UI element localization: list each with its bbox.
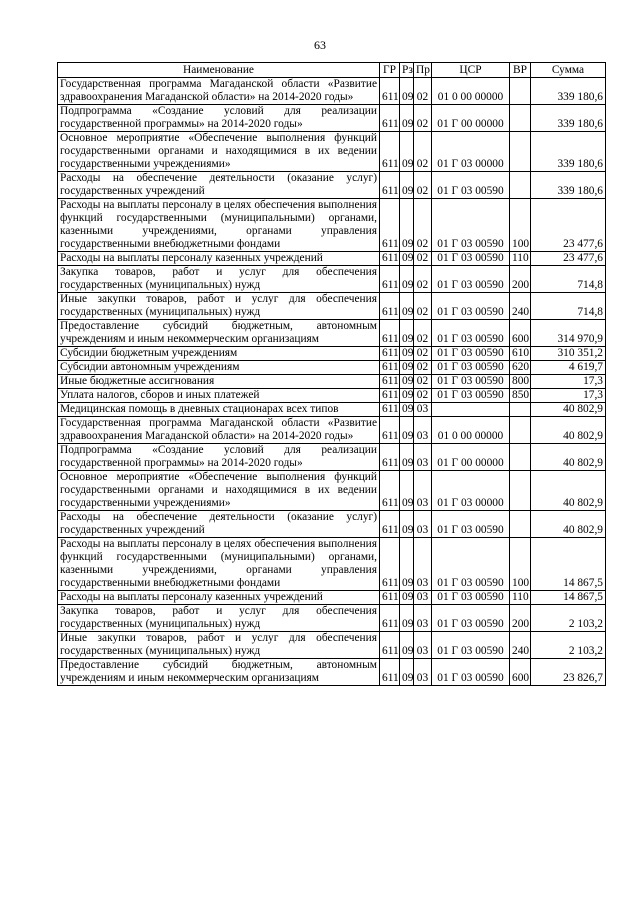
cell-name: Расходы на обеспечение деятельности (оказание услуг) государственных учреждений bbox=[58, 172, 380, 199]
cell-rz: 09 bbox=[400, 591, 414, 605]
cell-csr: 01 Г 03 00590 bbox=[432, 199, 510, 252]
table-row bbox=[58, 375, 606, 389]
cell-gr: 611 bbox=[380, 538, 400, 591]
cell-gr: 611 bbox=[380, 172, 400, 199]
cell-gr: 611 bbox=[380, 632, 400, 659]
cell-csr: 01 Г 00 00000 bbox=[432, 444, 510, 471]
cell-name: Расходы на выплаты персоналу в целях обеспечения выполнения функций государственными (муниципальными) органами, казенными учреждениями, органами управления государственными внебюджетными фондами bbox=[58, 538, 380, 591]
cell-rz: 09 bbox=[400, 417, 414, 444]
cell-vr: 600 bbox=[510, 659, 531, 686]
page-number: 63 bbox=[314, 38, 326, 52]
cell-vr: 200 bbox=[510, 266, 531, 293]
cell-vr: 100 bbox=[510, 199, 531, 252]
cell-pr: 02 bbox=[414, 347, 432, 361]
cell-sum: 2 103,2 bbox=[531, 605, 606, 632]
cell-pr: 03 bbox=[414, 538, 432, 591]
cell-rz: 09 bbox=[400, 471, 414, 511]
cell-name: Основное мероприятие «Обеспечение выполнения функций государственными органами и находящимися в их ведении государственными учреждениями» bbox=[58, 471, 380, 511]
table-header bbox=[58, 63, 606, 78]
cell-csr: 01 Г 00 00000 bbox=[432, 105, 510, 132]
cell-rz: 09 bbox=[400, 199, 414, 252]
cell-gr: 611 bbox=[380, 105, 400, 132]
cell-vr: 610 bbox=[510, 347, 531, 361]
cell-name: Расходы на выплаты персоналу казенных учреждений bbox=[58, 252, 380, 266]
table-row bbox=[58, 266, 606, 293]
cell-csr: 01 Г 03 00590 bbox=[432, 389, 510, 403]
table-row bbox=[58, 105, 606, 132]
cell-gr: 611 bbox=[380, 293, 400, 320]
cell-csr: 01 Г 03 00590 bbox=[432, 347, 510, 361]
cell-pr: 02 bbox=[414, 361, 432, 375]
cell-vr: 800 bbox=[510, 375, 531, 389]
cell-sum: 310 351,2 bbox=[531, 347, 606, 361]
cell-name: Государственная программа Магаданской области «Развитие здравоохранения Магаданской области» на 2014-2020 годы» bbox=[58, 78, 380, 105]
cell-pr: 02 bbox=[414, 172, 432, 199]
cell-gr: 611 bbox=[380, 132, 400, 172]
cell-sum: 714,8 bbox=[531, 266, 606, 293]
cell-pr: 03 bbox=[414, 417, 432, 444]
cell-pr: 02 bbox=[414, 105, 432, 132]
cell-sum: 40 802,9 bbox=[531, 417, 606, 444]
cell-gr: 611 bbox=[380, 417, 400, 444]
cell-rz: 09 bbox=[400, 605, 414, 632]
cell-rz: 09 bbox=[400, 361, 414, 375]
cell-rz: 09 bbox=[400, 266, 414, 293]
cell-rz: 09 bbox=[400, 347, 414, 361]
table-row bbox=[58, 591, 606, 605]
cell-gr: 611 bbox=[380, 78, 400, 105]
cell-csr: 01 Г 03 00590 bbox=[432, 375, 510, 389]
header-row bbox=[58, 63, 606, 78]
cell-vr bbox=[510, 172, 531, 199]
cell-csr: 01 Г 03 00590 bbox=[432, 361, 510, 375]
cell-name: Государственная программа Магаданской области «Развитие здравоохранения Магаданской области» на 2014-2020 годы» bbox=[58, 417, 380, 444]
cell-pr: 02 bbox=[414, 78, 432, 105]
cell-gr: 611 bbox=[380, 511, 400, 538]
cell-csr: 01 Г 03 00590 bbox=[432, 252, 510, 266]
cell-csr: 01 Г 03 00000 bbox=[432, 471, 510, 511]
cell-csr: 01 Г 03 00590 bbox=[432, 591, 510, 605]
table-row bbox=[58, 252, 606, 266]
cell-gr: 611 bbox=[380, 347, 400, 361]
cell-gr: 611 bbox=[380, 320, 400, 347]
cell-pr: 02 bbox=[414, 389, 432, 403]
cell-vr bbox=[510, 105, 531, 132]
cell-gr: 611 bbox=[380, 591, 400, 605]
cell-gr: 611 bbox=[380, 266, 400, 293]
cell-name: Подпрограмма «Создание условий для реализации государственной программы» на 2014-2020 годы» bbox=[58, 444, 380, 471]
cell-pr: 03 bbox=[414, 471, 432, 511]
cell-csr: 01 0 00 00000 bbox=[432, 78, 510, 105]
cell-name: Расходы на выплаты персоналу казенных учреждений bbox=[58, 591, 380, 605]
table-row bbox=[58, 471, 606, 511]
cell-gr: 611 bbox=[380, 252, 400, 266]
cell-name: Медицинская помощь в дневных стационарах всех типов bbox=[58, 403, 380, 417]
cell-csr: 01 Г 03 00590 bbox=[432, 266, 510, 293]
table-row bbox=[58, 632, 606, 659]
cell-sum: 339 180,6 bbox=[531, 132, 606, 172]
cell-gr: 611 bbox=[380, 389, 400, 403]
cell-sum: 14 867,5 bbox=[531, 591, 606, 605]
cell-gr: 611 bbox=[380, 659, 400, 686]
table-row bbox=[58, 347, 606, 361]
cell-vr bbox=[510, 78, 531, 105]
cell-name: Предоставление субсидий бюджетным, автономным учреждениям и иным некоммерческим организациям bbox=[58, 320, 380, 347]
cell-name: Основное мероприятие «Обеспечение выполнения функций государственными органами и находящимися в их ведении государственными учреждениями» bbox=[58, 132, 380, 172]
cell-pr: 02 bbox=[414, 375, 432, 389]
table-row bbox=[58, 78, 606, 105]
cell-sum: 40 802,9 bbox=[531, 511, 606, 538]
cell-gr: 611 bbox=[380, 375, 400, 389]
cell-rz: 09 bbox=[400, 444, 414, 471]
cell-sum: 17,3 bbox=[531, 375, 606, 389]
header-csr: ЦСР bbox=[432, 63, 510, 78]
cell-sum: 23 477,6 bbox=[531, 252, 606, 266]
cell-vr: 600 bbox=[510, 320, 531, 347]
cell-rz: 09 bbox=[400, 78, 414, 105]
cell-pr: 03 bbox=[414, 659, 432, 686]
cell-name: Иные закупки товаров, работ и услуг для обеспечения государственных (муниципальных) нужд bbox=[58, 293, 380, 320]
table-row bbox=[58, 293, 606, 320]
cell-vr: 240 bbox=[510, 293, 531, 320]
table-row bbox=[58, 444, 606, 471]
cell-sum: 14 867,5 bbox=[531, 538, 606, 591]
cell-rz: 09 bbox=[400, 132, 414, 172]
cell-vr bbox=[510, 132, 531, 172]
cell-gr: 611 bbox=[380, 605, 400, 632]
cell-sum: 40 802,9 bbox=[531, 444, 606, 471]
cell-gr: 611 bbox=[380, 403, 400, 417]
header-rz: Рз bbox=[400, 63, 414, 78]
cell-csr: 01 Г 03 00000 bbox=[432, 132, 510, 172]
cell-vr: 100 bbox=[510, 538, 531, 591]
cell-sum: 314 970,9 bbox=[531, 320, 606, 347]
cell-vr: 620 bbox=[510, 361, 531, 375]
cell-vr bbox=[510, 417, 531, 444]
cell-rz: 09 bbox=[400, 293, 414, 320]
cell-rz: 09 bbox=[400, 320, 414, 347]
cell-name: Иные бюджетные ассигнования bbox=[58, 375, 380, 389]
budget-table bbox=[57, 62, 606, 686]
cell-pr: 02 bbox=[414, 293, 432, 320]
table-row bbox=[58, 417, 606, 444]
cell-pr: 02 bbox=[414, 266, 432, 293]
cell-name: Субсидии автономным учреждениям bbox=[58, 361, 380, 375]
cell-rz: 09 bbox=[400, 632, 414, 659]
cell-pr: 02 bbox=[414, 320, 432, 347]
cell-csr bbox=[432, 403, 510, 417]
cell-vr: 110 bbox=[510, 591, 531, 605]
cell-name: Закупка товаров, работ и услуг для обеспечения государственных (муниципальных) нужд bbox=[58, 266, 380, 293]
cell-csr: 01 Г 03 00590 bbox=[432, 605, 510, 632]
cell-sum: 23 477,6 bbox=[531, 199, 606, 252]
table-body bbox=[58, 78, 606, 686]
cell-csr: 01 0 00 00000 bbox=[432, 417, 510, 444]
cell-gr: 611 bbox=[380, 444, 400, 471]
cell-name: Иные закупки товаров, работ и услуг для обеспечения государственных (муниципальных) нужд bbox=[58, 632, 380, 659]
header-pr: Пр bbox=[414, 63, 432, 78]
cell-pr: 02 bbox=[414, 252, 432, 266]
cell-rz: 09 bbox=[400, 403, 414, 417]
cell-pr: 03 bbox=[414, 632, 432, 659]
cell-pr: 02 bbox=[414, 199, 432, 252]
cell-sum: 4 619,7 bbox=[531, 361, 606, 375]
cell-csr: 01 Г 03 00590 bbox=[432, 538, 510, 591]
header-gr: ГР bbox=[380, 63, 400, 78]
cell-pr: 02 bbox=[414, 132, 432, 172]
cell-vr: 200 bbox=[510, 605, 531, 632]
cell-name: Закупка товаров, работ и услуг для обеспечения государственных (муниципальных) нужд bbox=[58, 605, 380, 632]
cell-pr: 03 bbox=[414, 403, 432, 417]
cell-rz: 09 bbox=[400, 172, 414, 199]
cell-vr bbox=[510, 511, 531, 538]
cell-vr bbox=[510, 444, 531, 471]
cell-gr: 611 bbox=[380, 471, 400, 511]
cell-rz: 09 bbox=[400, 375, 414, 389]
cell-name: Уплата налогов, сборов и иных платежей bbox=[58, 389, 380, 403]
cell-name: Расходы на выплаты персоналу в целях обеспечения выполнения функций государственными (муниципальными) органами, казенными учреждениями, органами управления государственными внебюджетными фондами bbox=[58, 199, 380, 252]
cell-rz: 09 bbox=[400, 252, 414, 266]
cell-sum: 40 802,9 bbox=[531, 471, 606, 511]
cell-csr: 01 Г 03 00590 bbox=[432, 659, 510, 686]
cell-rz: 09 bbox=[400, 511, 414, 538]
cell-vr bbox=[510, 403, 531, 417]
header-name: Наименование bbox=[58, 63, 380, 78]
cell-name: Подпрограмма «Создание условий для реализации государственной программы» на 2014-2020 годы» bbox=[58, 105, 380, 132]
cell-sum: 339 180,6 bbox=[531, 78, 606, 105]
cell-rz: 09 bbox=[400, 389, 414, 403]
cell-csr: 01 Г 03 00590 bbox=[432, 293, 510, 320]
cell-rz: 09 bbox=[400, 659, 414, 686]
cell-csr: 01 Г 03 00590 bbox=[432, 172, 510, 199]
cell-rz: 09 bbox=[400, 538, 414, 591]
cell-pr: 03 bbox=[414, 591, 432, 605]
cell-pr: 03 bbox=[414, 444, 432, 471]
table-row bbox=[58, 538, 606, 591]
cell-pr: 03 bbox=[414, 605, 432, 632]
cell-name: Субсидии бюджетным учреждениям bbox=[58, 347, 380, 361]
table-row bbox=[58, 132, 606, 172]
table-row bbox=[58, 199, 606, 252]
cell-sum: 40 802,9 bbox=[531, 403, 606, 417]
cell-sum: 339 180,6 bbox=[531, 172, 606, 199]
cell-name: Расходы на обеспечение деятельности (оказание услуг) государственных учреждений bbox=[58, 511, 380, 538]
cell-gr: 611 bbox=[380, 361, 400, 375]
cell-sum: 2 103,2 bbox=[531, 632, 606, 659]
cell-vr bbox=[510, 471, 531, 511]
header-vr: ВР bbox=[510, 63, 531, 78]
table-row bbox=[58, 659, 606, 686]
cell-name: Предоставление субсидий бюджетным, автономным учреждениям и иным некоммерческим организациям bbox=[58, 659, 380, 686]
table-row bbox=[58, 403, 606, 417]
table-row bbox=[58, 172, 606, 199]
cell-pr: 03 bbox=[414, 511, 432, 538]
cell-gr: 611 bbox=[380, 199, 400, 252]
cell-sum: 17,3 bbox=[531, 389, 606, 403]
cell-sum: 714,8 bbox=[531, 293, 606, 320]
cell-sum: 339 180,6 bbox=[531, 105, 606, 132]
cell-csr: 01 Г 03 00590 bbox=[432, 320, 510, 347]
cell-csr: 01 Г 03 00590 bbox=[432, 632, 510, 659]
table-row bbox=[58, 605, 606, 632]
table-row bbox=[58, 511, 606, 538]
cell-rz: 09 bbox=[400, 105, 414, 132]
cell-csr: 01 Г 03 00590 bbox=[432, 511, 510, 538]
cell-sum: 23 826,7 bbox=[531, 659, 606, 686]
table-row bbox=[58, 389, 606, 403]
header-sum: Сумма bbox=[531, 63, 606, 78]
cell-vr: 240 bbox=[510, 632, 531, 659]
table-row bbox=[58, 320, 606, 347]
cell-vr: 850 bbox=[510, 389, 531, 403]
cell-vr: 110 bbox=[510, 252, 531, 266]
table-row bbox=[58, 361, 606, 375]
